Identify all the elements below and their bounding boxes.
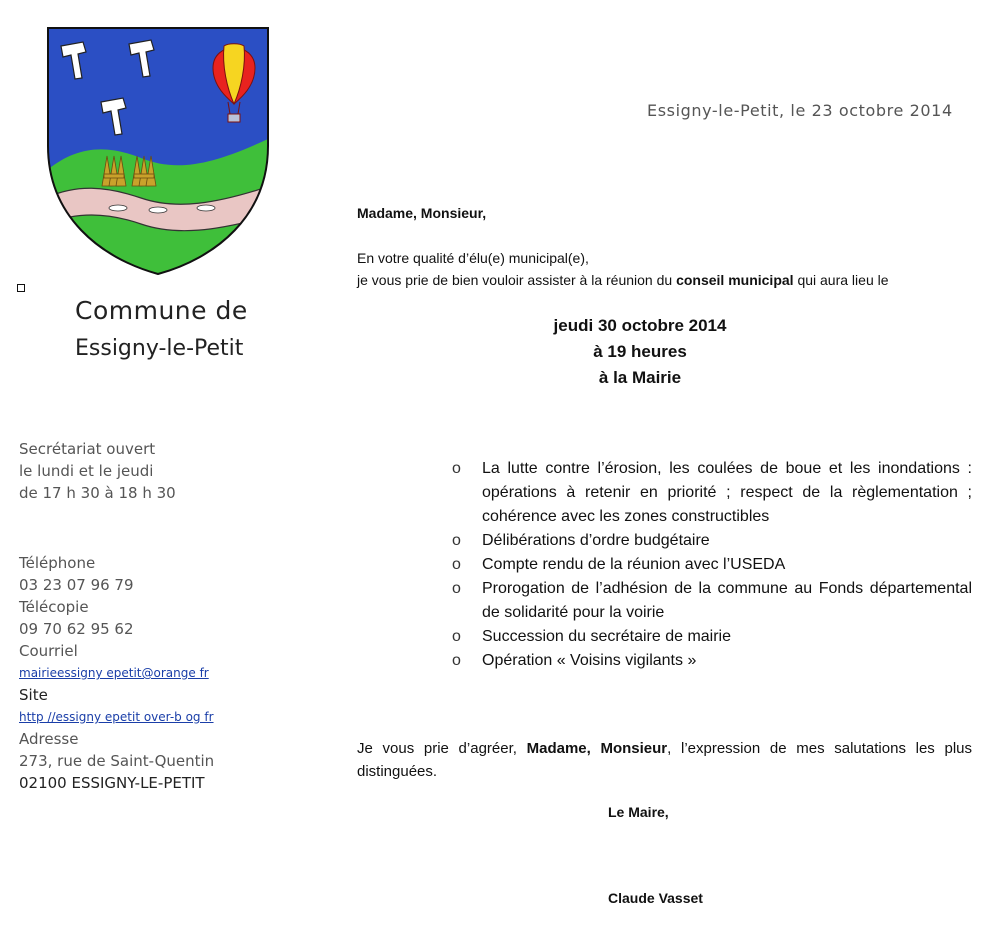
address-line: 273, rue de Saint-Quentin bbox=[19, 752, 215, 770]
square-bullet-icon bbox=[17, 284, 25, 292]
website-link[interactable]: http //essigny epetit over-b og fr bbox=[19, 710, 214, 724]
closing-text-end: , l’expression de mes salutations les plus distinguées. bbox=[357, 740, 972, 780]
commune-title: Commune de bbox=[75, 296, 248, 325]
circle-bullet-icon: o bbox=[452, 652, 461, 669]
agenda-item: o Opération « Voisins vigilants » bbox=[452, 649, 972, 673]
meeting-place: à la Mairie bbox=[598, 368, 682, 387]
opening-hours bbox=[19, 438, 176, 504]
hours-line: le lundi et le jeudi bbox=[19, 462, 154, 480]
fax-number: 09 70 62 95 62 bbox=[19, 620, 134, 638]
agenda-item: o Compte rendu de la réunion avec l’USEDA bbox=[452, 553, 972, 577]
address-line: 02100 ESSIGNY-LE-PETIT bbox=[19, 774, 205, 792]
letter-date: Essigny-le-Petit, le 23 octobre 2014 bbox=[647, 101, 953, 120]
intro-text: je vous prie de bien vouloir assister à la réunion du bbox=[357, 272, 677, 288]
email-label: Courriel bbox=[19, 642, 78, 660]
contact-block bbox=[19, 552, 214, 794]
intro-line-2 bbox=[357, 272, 889, 288]
site-label: Site bbox=[19, 686, 48, 704]
circle-bullet-icon: o bbox=[452, 532, 461, 549]
closing-text: Je vous prie d’agréer, bbox=[357, 740, 527, 757]
circle-bullet-icon: o bbox=[452, 628, 461, 645]
circle-bullet-icon: o bbox=[452, 460, 461, 477]
hours-line: de 17 h 30 à 18 h 30 bbox=[19, 484, 176, 502]
meeting-time: à 19 heures bbox=[593, 342, 687, 361]
closing-paragraph bbox=[357, 737, 972, 783]
circle-bullet-icon: o bbox=[452, 556, 461, 573]
signatory-name: Claude Vasset bbox=[608, 890, 703, 906]
circle-bullet-icon: o bbox=[452, 580, 461, 597]
meeting-date: jeudi 30 octobre 2014 bbox=[553, 316, 727, 335]
salutation: Madame, Monsieur, bbox=[357, 205, 487, 221]
hours-line: Secrétariat ouvert bbox=[19, 440, 156, 458]
phone-label: Téléphone bbox=[19, 554, 96, 572]
agenda-list bbox=[452, 457, 972, 673]
phone-number: 03 23 07 96 79 bbox=[19, 576, 134, 594]
agenda-item: o Délibérations d’ordre budgétaire bbox=[452, 529, 972, 553]
intro-line: En votre qualité d’élu(e) municipal(e), bbox=[357, 250, 589, 266]
intro-text-end: qui aura lieu le bbox=[793, 272, 889, 288]
council-emphasis: conseil municipal bbox=[676, 272, 794, 288]
closing-emphasis: Madame, Monsieur bbox=[526, 740, 668, 757]
agenda-item: o Prorogation de l’adhésion de la commune au Fonds départemental de solidarité pour la voirie bbox=[452, 577, 972, 625]
email-link[interactable]: mairieessigny epetit@orange fr bbox=[19, 666, 209, 680]
address-label: Adresse bbox=[19, 730, 79, 748]
coat-of-arms-logo bbox=[46, 26, 270, 276]
agenda-item: o Succession du secrétaire de mairie bbox=[452, 625, 972, 649]
commune-name: Essigny-le-Petit bbox=[75, 336, 244, 361]
signoff: Le Maire, bbox=[608, 804, 669, 820]
agenda-item: o La lutte contre l’érosion, les coulées de boue et les inondations : opérations à retenir en priorité ; respect de la règlementation ; cohérence avec les zones constructibles bbox=[452, 457, 972, 529]
meeting-details bbox=[490, 313, 790, 391]
fax-label: Télécopie bbox=[19, 598, 89, 616]
